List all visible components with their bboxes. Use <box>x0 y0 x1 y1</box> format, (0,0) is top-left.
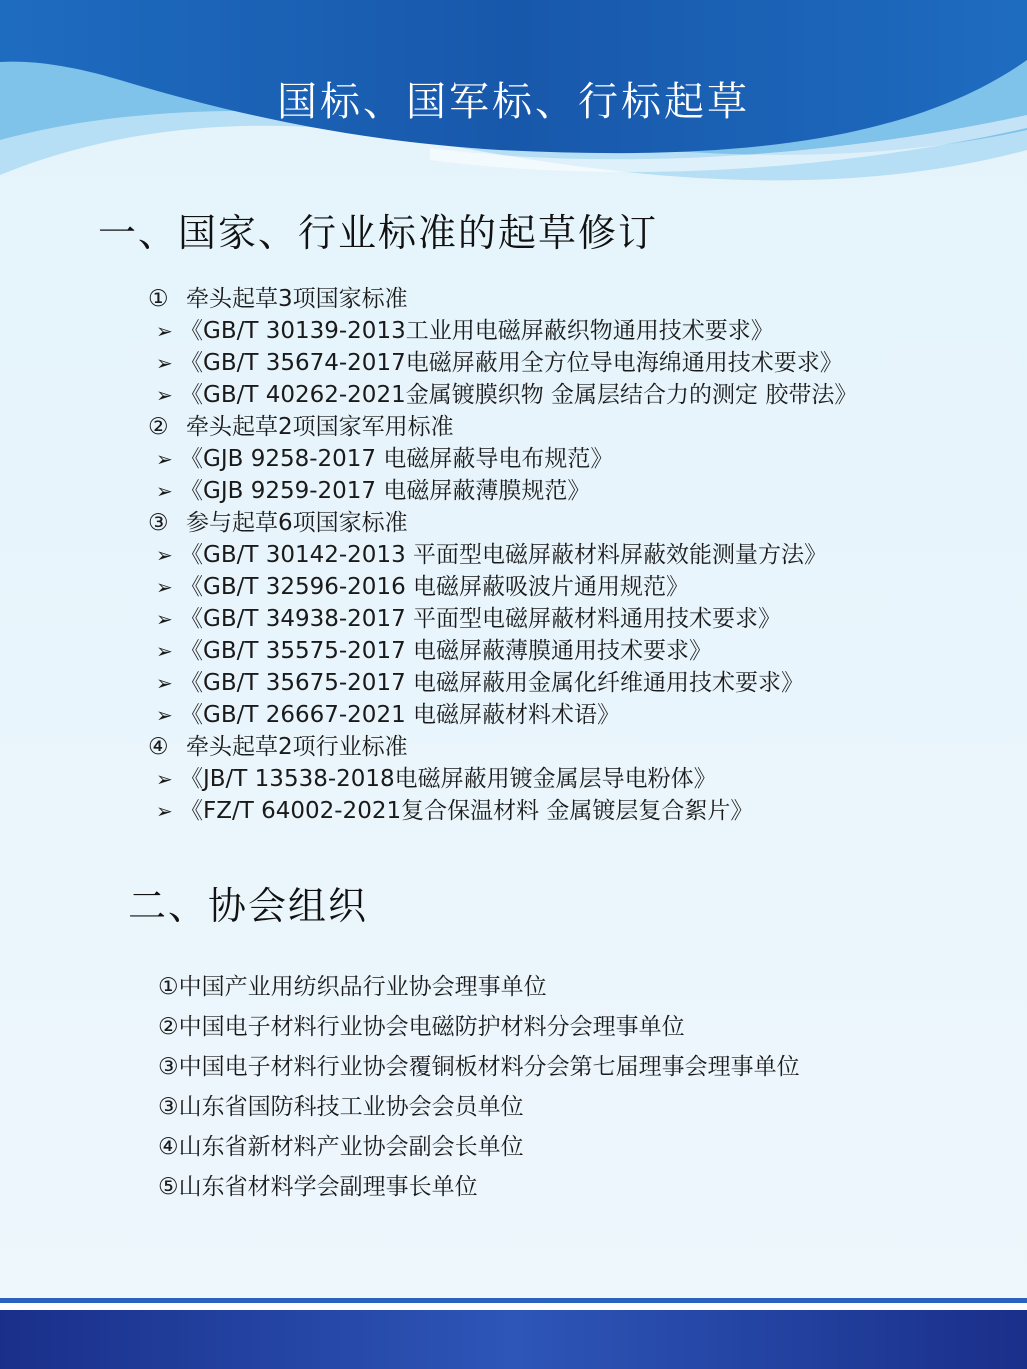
footer-band <box>0 1310 1027 1369</box>
footer-stripe-top <box>0 1298 1027 1303</box>
association-item: ④山东省新材料产业协会副会长单位 <box>158 1134 524 1160</box>
arrowhead-right-icon: ➢ <box>156 479 173 503</box>
standard-item-text: 《FZ/T 64002-2021复合保温材料 金属镀层复合絮片》 <box>180 798 754 824</box>
standard-item-text: 《GB/T 35575-2017 电磁屏蔽薄膜通用技术要求》 <box>180 638 713 664</box>
standard-item <box>148 763 1008 795</box>
standards-list <box>148 283 1008 827</box>
arrowhead-right-icon: ➢ <box>156 607 173 631</box>
group-title-text: 参与起草6项国家标准 <box>186 510 408 536</box>
arrowhead-right-icon: ➢ <box>156 319 173 343</box>
associations-list <box>158 967 800 1207</box>
group-number: ② <box>148 414 169 440</box>
arrowhead-right-icon: ➢ <box>156 575 173 599</box>
association-item: ②中国电子材料行业协会电磁防护材料分会理事单位 <box>158 1014 685 1040</box>
arrowhead-right-icon: ➢ <box>156 703 173 727</box>
group-number: ④ <box>148 734 169 760</box>
standard-item <box>148 603 1008 635</box>
standard-item <box>148 347 1008 379</box>
standard-item <box>148 571 1008 603</box>
association-item: ⑤山东省材料学会副理事长单位 <box>158 1174 478 1200</box>
section-heading-standards: 一、国家、行业标准的起草修订 <box>98 211 659 255</box>
arrowhead-right-icon: ➢ <box>156 671 173 695</box>
standards-group-title <box>148 411 1008 443</box>
association-item: ①中国产业用纺织品行业协会理事单位 <box>158 974 547 1000</box>
standard-item <box>148 699 1008 731</box>
group-number: ① <box>148 286 169 312</box>
standard-item-text: 《GJB 9258-2017 电磁屏蔽导电布规范》 <box>180 446 614 472</box>
arrowhead-right-icon: ➢ <box>156 383 173 407</box>
arrowhead-right-icon: ➢ <box>156 639 173 663</box>
standard-item-text: 《GB/T 32596-2016 电磁屏蔽吸波片通用规范》 <box>180 574 690 600</box>
standard-item <box>148 667 1008 699</box>
standard-item-text: 《GB/T 30139-2013工业用电磁屏蔽织物通用技术要求》 <box>180 318 774 344</box>
standards-group-title <box>148 283 1008 315</box>
standard-item <box>148 635 1008 667</box>
group-number: ③ <box>148 510 169 536</box>
arrowhead-right-icon: ➢ <box>156 799 173 823</box>
association-item: ③中国电子材料行业协会覆铜板材料分会第七届理事会理事单位 <box>158 1054 800 1080</box>
standard-item <box>148 379 1008 411</box>
standard-item <box>148 795 1008 827</box>
standard-item-text: 《GB/T 34938-2017 平面型电磁屏蔽材料通用技术要求》 <box>180 606 782 632</box>
standard-item-text: 《JB/T 13538-2018电磁屏蔽用镀金属层导电粉体》 <box>180 766 717 792</box>
standard-item-text: 《GB/T 30142-2013 平面型电磁屏蔽材料屏蔽效能测量方法》 <box>180 542 828 568</box>
standard-item-text: 《GJB 9259-2017 电磁屏蔽薄膜规范》 <box>180 478 591 504</box>
section-heading-associations: 二、协会组织 <box>128 884 369 928</box>
standard-item-text: 《GB/T 35675-2017 电磁屏蔽用金属化纤维通用技术要求》 <box>180 670 805 696</box>
group-title-text: 牵头起草3项国家标准 <box>186 286 408 312</box>
arrowhead-right-icon: ➢ <box>156 767 173 791</box>
group-title-text: 牵头起草2项行业标准 <box>186 734 408 760</box>
standards-group-title <box>148 507 1008 539</box>
arrowhead-right-icon: ➢ <box>156 351 173 375</box>
group-title-text: 牵头起草2项国家军用标准 <box>186 414 454 440</box>
arrowhead-right-icon: ➢ <box>156 543 173 567</box>
standard-item-text: 《GB/T 26667-2021 电磁屏蔽材料术语》 <box>180 702 621 728</box>
standards-group-title <box>148 731 1008 763</box>
standard-item <box>148 539 1008 571</box>
standard-item <box>148 443 1008 475</box>
standard-item-text: 《GB/T 40262-2021金属镀膜织物 金属层结合力的测定 胶带法》 <box>180 382 858 408</box>
standard-item-text: 《GB/T 35674-2017电磁屏蔽用全方位导电海绵通用技术要求》 <box>180 350 843 376</box>
standard-item <box>148 315 1008 347</box>
arrowhead-right-icon: ➢ <box>156 447 173 471</box>
page-title: 国标、国军标、行标起草 <box>277 79 750 125</box>
standard-item <box>148 475 1008 507</box>
footer-stripe-white <box>0 1303 1027 1310</box>
association-item: ③山东省国防科技工业协会会员单位 <box>158 1094 524 1120</box>
